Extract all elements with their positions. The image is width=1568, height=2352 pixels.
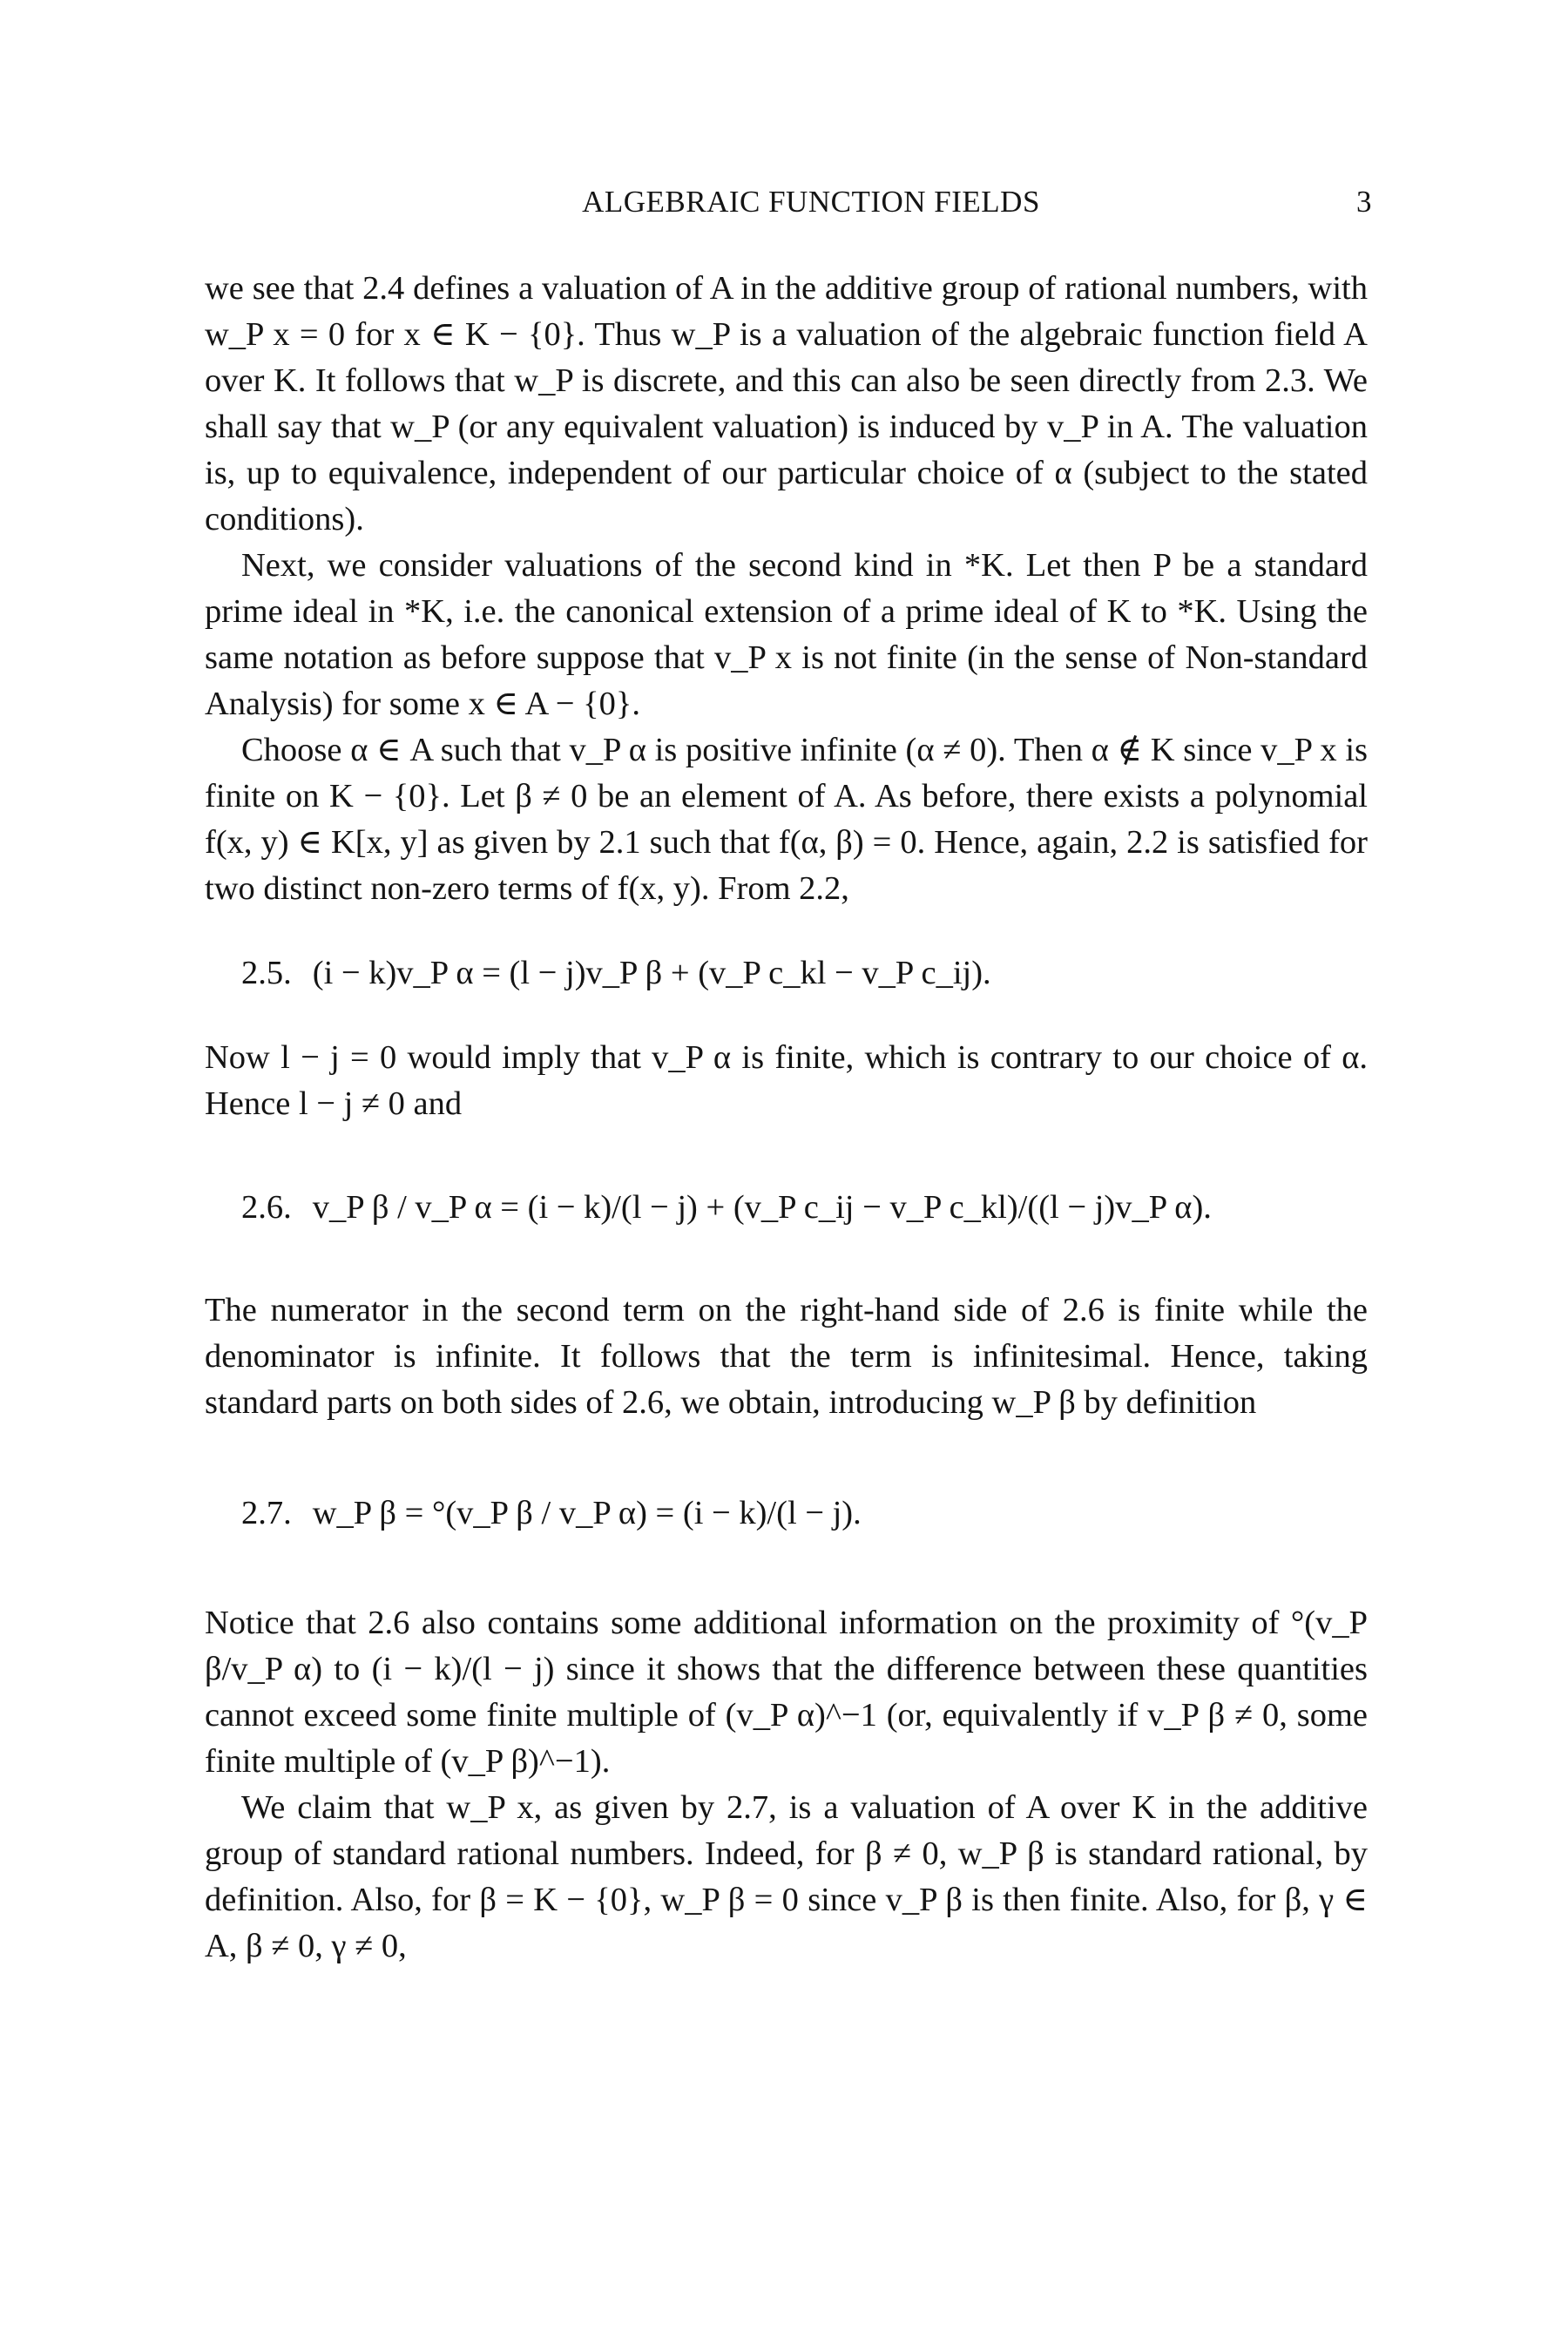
paragraph: we see that 2.4 defines a valuation of A in the additive group of rational numbers, with w_P x = 0 for x ∈ K − {0}. Thus w_P is a valuation of the algebraic function field A over K. It follows that w_P is discrete, and this can also be seen directly from 2.3. We shall say that w_P (or any equivalent valuation) is induced by v_P in A. The valuation is, up to equivalence, independent of our particular choice of α (subject to the stated conditions). xyxy=(205,270,1368,537)
equation-text: v_P β / v_P α = (i − k)/(l − j) + (v_P c_ij − v_P c_kl)/((l − j)v_P α). xyxy=(312,1189,1212,1226)
equation-text: (i − k)v_P α = (l − j)v_P β + (v_P c_kl − v_P c_ij). xyxy=(312,955,991,991)
equation-label: 2.7. xyxy=(241,1495,292,1531)
paragraph: Next, we consider valuations of the second kind in *K. Let then P be a standard prime ideal in *K, i.e. the canonical extension of a prime ideal of K to *K. Using the same notation as before suppose that v_P x is not finite (in the sense of Non-standard Analysis) for some x ∈ A − {0}. xyxy=(205,547,1368,722)
running-header xyxy=(250,185,1372,228)
header-title: ALGEBRAIC FUNCTION FIELDS xyxy=(582,185,1040,219)
page-body xyxy=(205,266,1368,1970)
paragraph: The numerator in the second term on the right-hand side of 2.6 is finite while the denominator is infinite. It follows that the term is infinitesimal. Hence, taking standard parts on both sides of 2.6, we obtain, introducing w_P β by definition xyxy=(205,1292,1368,1421)
paragraph: Now l − j = 0 would imply that v_P α is finite, which is contrary to our choice of α. Hence l − j ≠ 0 and xyxy=(205,1039,1368,1122)
equation-2-5 xyxy=(205,950,1368,997)
equation-2-6 xyxy=(205,1181,1368,1233)
paragraph: Notice that 2.6 also contains some additional information on the proximity of °(v_P β/v_P α) to (i − k)/(l − j) since it shows that the difference between these quantities cannot exceed some finite multiple of (v_P α)^−1 (or, equivalently if v_P β ≠ 0, some finite multiple of (v_P β)^−1). xyxy=(205,1605,1368,1780)
equation-text: w_P β = °(v_P β / v_P α) = (i − k)/(l − j). xyxy=(312,1495,862,1531)
equation-label: 2.5. xyxy=(241,955,292,991)
equation-2-7 xyxy=(205,1487,1368,1539)
paragraph: We claim that w_P x, as given by 2.7, is a valuation of A over K in the additive group of standard rational numbers. Indeed, for β ≠ 0, w_P β is standard rational, by definition. Also, for β = K − {0}, w_P β = 0 since v_P β is then finite. Also, for β, γ ∈ A, β ≠ 0, γ ≠ 0, xyxy=(205,1789,1368,1964)
page-number: 3 xyxy=(1356,185,1372,219)
paragraph: Choose α ∈ A such that v_P α is positive infinite (α ≠ 0). Then α ∉ K since v_P x is finite on K − {0}. Let β ≠ 0 be an element of A. As before, there exists a polynomial f(x, y) ∈ K[x, y] as given by 2.1 such that f(α, β) = 0. Hence, again, 2.2 is satisfied for two distinct non-zero terms of f(x, y). From 2.2, xyxy=(205,732,1368,907)
equation-label: 2.6. xyxy=(241,1189,292,1226)
